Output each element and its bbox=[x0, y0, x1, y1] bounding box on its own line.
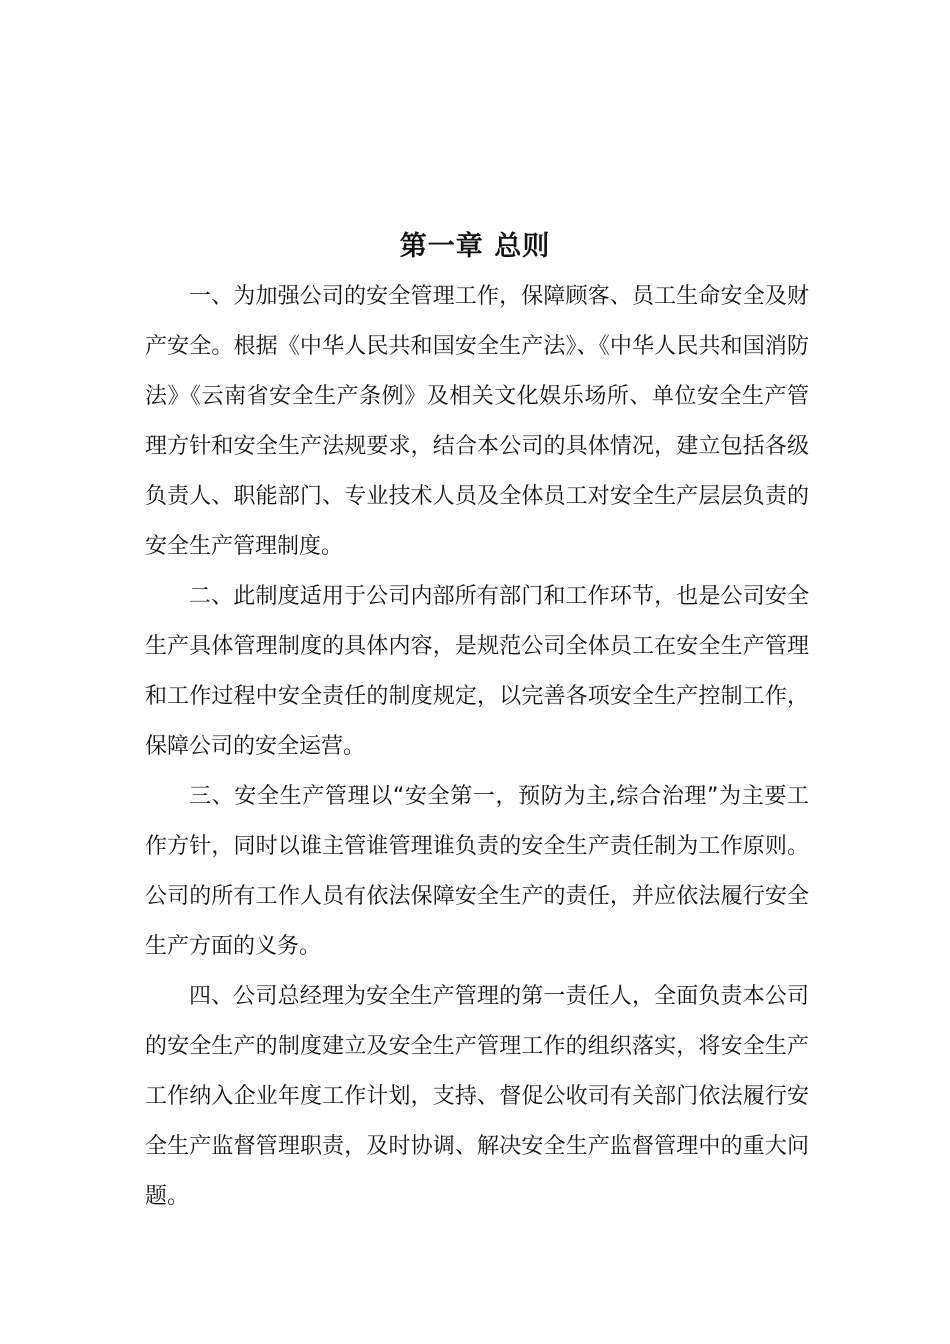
paragraph-1: 一、为加强公司的安全管理工作，保障顾客、员工生命安全及财产安全。根据《中华人民共和国安全生产法》、《中华人民共和国消防法》《云南省安全生产条例》及相关文化娱乐场所、单位安全生产管理方针和安全生产法规要求，结合本公司的具体情况，建立包括各级负责人、职能部门、专业技术人员及全体员工对安全生产层层负责的安全生产管理制度。 bbox=[145, 284, 809, 559]
document-body bbox=[145, 272, 809, 1222]
paragraph-4: 四、公司总经理为安全生产管理的第一责任人，全面负责本公司的安全生产的制度建立及安全生产管理工作的组织落实，将安全生产工作纳入企业年度工作计划，支持、督促公收司有关部门依法履行安全生产监督管理职责，及时协调、解决安全生产监督管理中的重大问题。 bbox=[145, 984, 809, 1209]
paragraph-3: 三、安全生产管理以“安全第一，预防为主,综合治理”为主要工作方针，同时以谁主管谁管理谁负责的安全生产责任制为工作原则。公司的所有工作人员有依法保障安全生产的责任，并应依法履行安全生产方面的义务。 bbox=[145, 784, 809, 959]
paragraph-2: 二、此制度适用于公司内部所有部门和工作环节，也是公司安全生产具体管理制度的具体内容，是规范公司全体员工在安全生产管理和工作过程中安全责任的制度规定，以完善各项安全生产控制工作，保障公司的安全运营。 bbox=[145, 584, 809, 759]
chapter-title: 第一章 总则 bbox=[399, 231, 551, 262]
